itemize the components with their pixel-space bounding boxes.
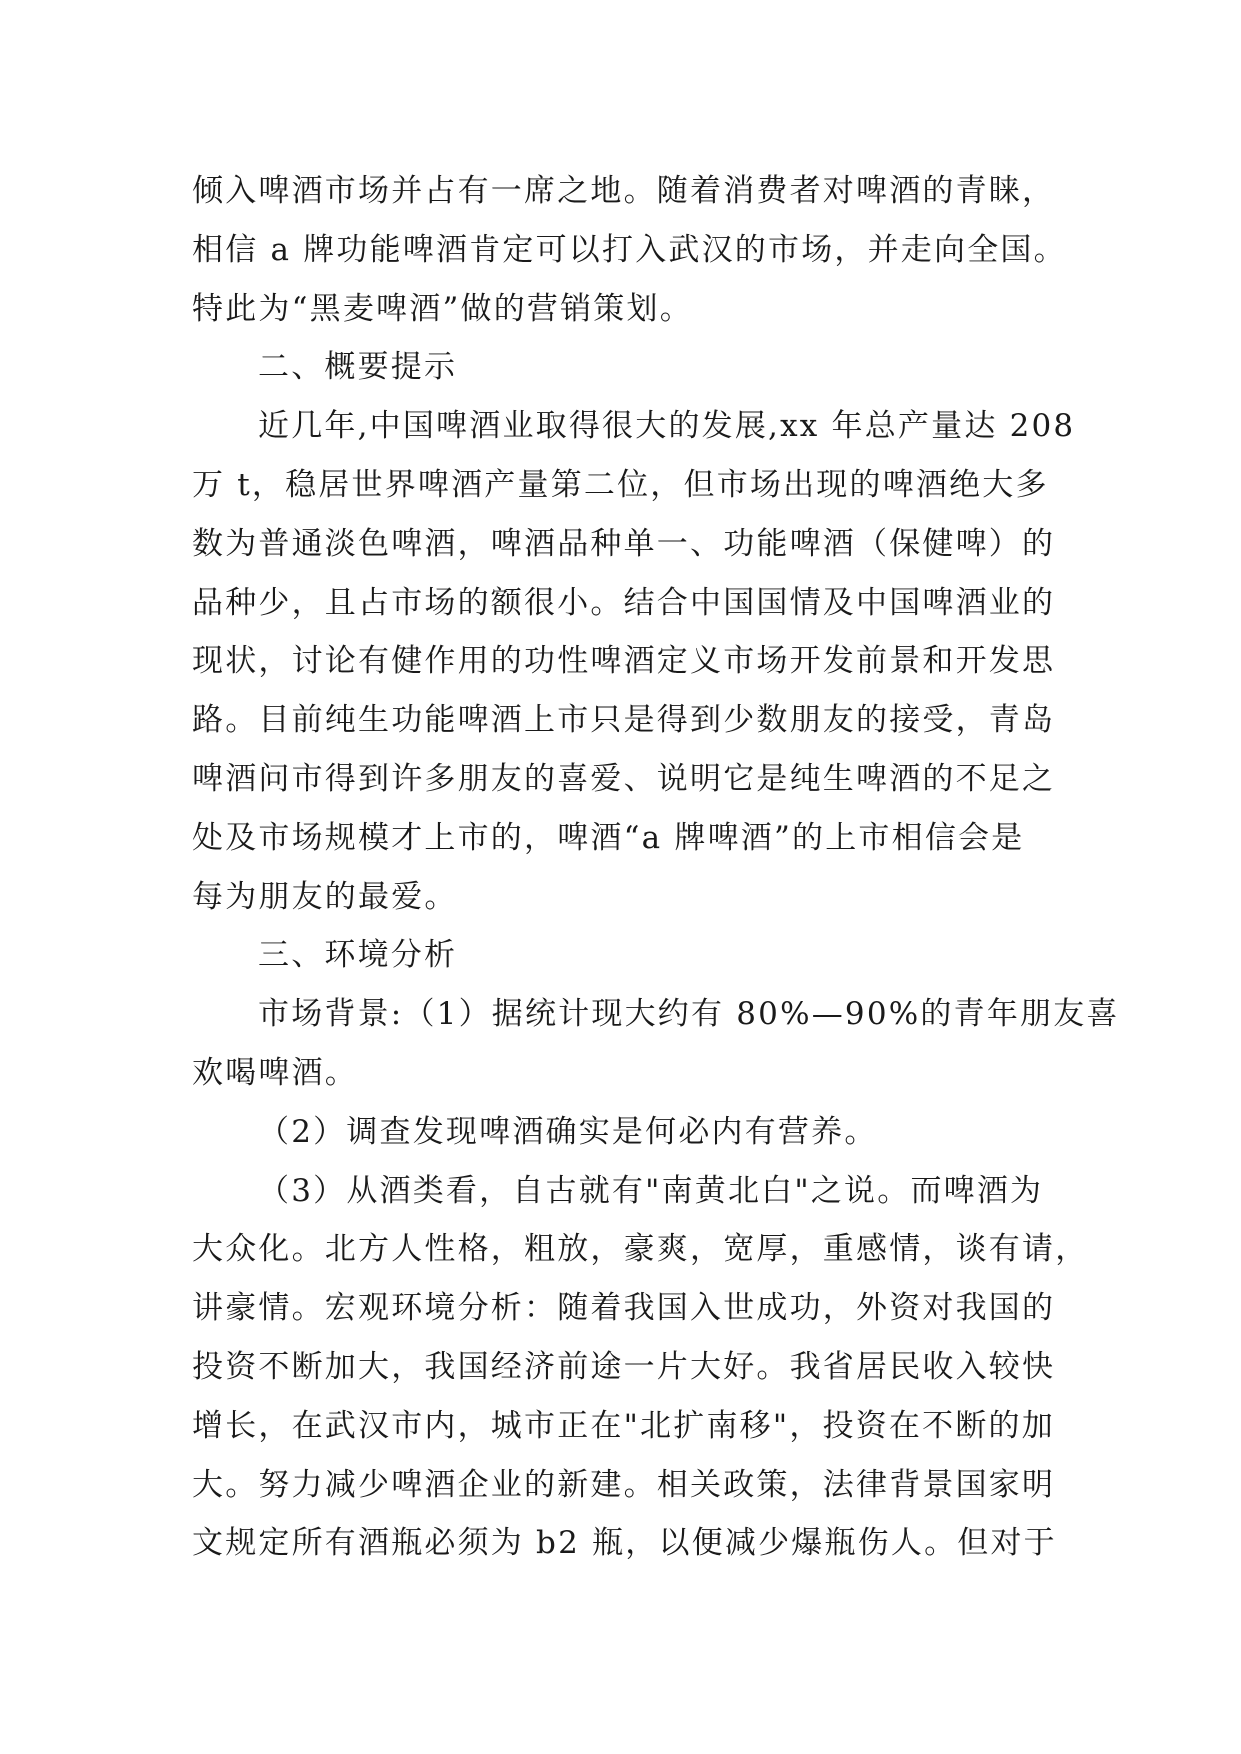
body-line: 万 t，稳居世界啤酒产量第二位，但市场出现的啤酒绝大多 — [192, 466, 1049, 503]
body-line: 文规定所有酒瓶必须为 b2 瓶，以便减少爆瓶伤人。但对于 — [192, 1525, 1057, 1562]
body-line: 路。目前纯生功能啤酒上市只是得到少数朋友的接受，青岛 — [192, 702, 1056, 739]
body-line: 大众化。北方人性格，粗放，豪爽，宽厚，重感情，谈有请， — [192, 1231, 1089, 1268]
body-line: 品种少，且占市场的额很小。结合中国国情及中国啤酒业的 — [192, 584, 1056, 621]
section-heading-environment: 三、环境分析 — [258, 937, 458, 974]
body-line: 倾入啤酒市场并占有一席之地。随着消费者对啤酒的青睐， — [192, 173, 1056, 209]
body-line: 相信 a 牌功能啤酒肯定可以打入武汉的市场，并走向全国。 — [192, 231, 1067, 268]
document-body — [192, 162, 1120, 1573]
body-line: 特此为“黑麦啤酒”做的营销策划。 — [192, 290, 693, 327]
body-line: 增长，在武汉市内，城市正在"北扩南移"，投资在不断的加 — [192, 1407, 1055, 1444]
body-line: 讲豪情。宏观环境分析：随着我国入世成功，外资对我国的 — [192, 1290, 1056, 1327]
body-line: 欢喝啤酒。 — [192, 1054, 358, 1091]
paragraph-first-line: （3）从酒类看，自古就有"南黄北白"之说。而啤酒为 — [258, 1172, 1044, 1209]
paragraph-first-line: 市场背景:（1）据统计现大约有 80%—90%的青年朋友喜 — [258, 996, 1120, 1033]
body-line: 大。努力减少啤酒企业的新建。相关政策，法律背景国家明 — [192, 1466, 1056, 1503]
paragraph-first-line: （2）调查发现啤酒确实是何必内有营养。 — [258, 1113, 878, 1150]
body-line: 处及市场规模才上市的，啤酒“a 牌啤酒”的上市相信会是 — [192, 819, 1025, 856]
body-line: 数为普通淡色啤酒，啤酒品种单一、功能啤酒（保健啤）的 — [192, 525, 1056, 562]
body-line: 啤酒问市得到许多朋友的喜爱、说明它是纯生啤酒的不足之 — [192, 760, 1056, 797]
paragraph-first-line: 近几年,中国啤酒业取得很大的发展,xx 年总产量达 208 — [258, 408, 1076, 445]
section-heading-overview: 二、概要提示 — [258, 349, 458, 386]
body-line: 投资不断加大，我国经济前途一片大好。我省居民收入较快 — [192, 1348, 1056, 1385]
body-line: 每为朋友的最爱。 — [192, 878, 458, 915]
body-line: 现状，讨论有健作用的功性啤酒定义市场开发前景和开发思 — [192, 643, 1056, 680]
